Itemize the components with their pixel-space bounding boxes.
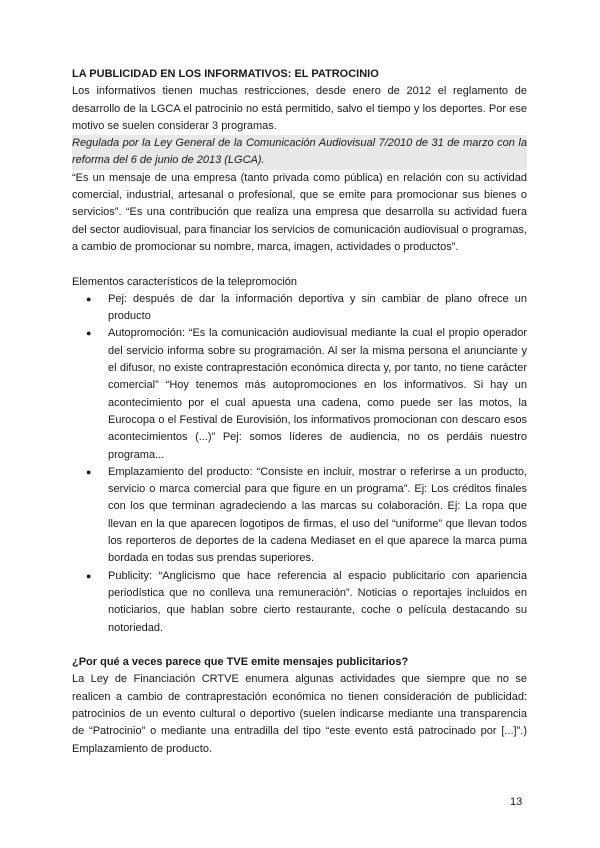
list-item: ● Pej: después de dar la información deportiva y sin cambiar de plano ofrece un producto xyxy=(86,292,527,323)
section-title: LA PUBLICIDAD EN LOS INFORMATIVOS: EL PATROCINIO xyxy=(72,68,379,80)
elements-list xyxy=(72,291,527,637)
intro-paragraph: Los informativos tienen muchas restricciones, desde enero de 2012 el reglamento de desarrollo de la LGCA el patrocinio no está permitido, salvo el tiempo y los deportes. Por ese motivo se suelen considerar 3 programas. xyxy=(72,85,527,132)
list-item: ● Autopromoción: “Es la comunicación audiovisual mediante la cual el propio operador del servicio informa sobre su programación. Al ser la misma persona el anunciante y el difusor, no existe contraprestación económica directa y, por tanto, no tiene carácter comercial” “Hoy tenemos más autopromociones en los informativos. Si hay un acontecimiento por el cual apuesta una cadena, como puede ser las motos, la Eurocopa o el Festival de Eurovisión, los informativos promocionan con descaro esos acontecimientos (...)” Pej: somos líderes de audiencia, no os perdáis nuestro programa... xyxy=(86,327,527,461)
bullet-icon: ● xyxy=(86,570,92,581)
definition-paragraph: “Es un mensaje de una empresa (tanto privada como pública) en relación con su actividad comercial, industrial, artesanal o profesional, que se emite para promocionar sus bienes o servicios”. “Es una contribución que realiza una empresa que desarrolla su actividad fuera del sector audiovisual, para financiar los servicios de comunicación audiovisual o programas, a cambio de promocionar su nombre, marca, imagen, actividades o productos”. xyxy=(72,171,527,253)
bullet-icon: ● xyxy=(86,328,92,339)
tve-section-title: ¿Por qué a veces parece que TVE emite mensajes publicitarios? xyxy=(72,656,409,669)
list-item: ● Emplazamiento del producto: “Consiste en incluir, mostrar o referirse a un producto, servicio o marca comercial para que figure en un programa”. Ej: Los créditos finales con los que terminan agradeciendo a las marcas su colaboración. Ej: La ropa que llevan en la que aparecen logotipos de firmas, el uso del “uniforme” que llevan todos los reporteros de deportes de la cadena Mediaset en el que aparece la marca puma bordada en todas sus prendas superiores. xyxy=(86,465,527,565)
law-reference: Regulada por la Ley General de la Comunicación Audiovisual 7/2010 de 31 de marzo con la reforma del 6 de junio de 2013 (LGCA). xyxy=(72,135,527,170)
spacer xyxy=(72,637,527,654)
elements-heading: Elementos característicos de la telepromoción xyxy=(72,275,297,288)
page-number: 13 xyxy=(510,796,523,808)
spacer xyxy=(72,256,527,273)
list-item: ● Publicity: “Anglicismo que hace referencia al espacio publicitario con apariencia periodística que no conlleva una remuneración”. Noticias o reportajes incluidos en noticiarios, que hablan sobre cierto restaurante, coche o película destacando su notoriedad. xyxy=(86,569,527,634)
tve-paragraph: La Ley de Financiación CRTVE enumera algunas actividades que siempre que no se realicen a cambio de contraprestación económica no tienen consideración de publicidad: patrocinios de un evento cultural o deportivo (suelen indicarse mediante una transparencia de “Patrocinio” o mediante una entradilla del tipo “este evento está patrocinado por [...]”.) Emplazamiento de producto. xyxy=(72,673,527,755)
bullet-icon: ● xyxy=(86,293,92,304)
bullet-icon: ● xyxy=(86,466,92,477)
document-page xyxy=(72,66,527,758)
